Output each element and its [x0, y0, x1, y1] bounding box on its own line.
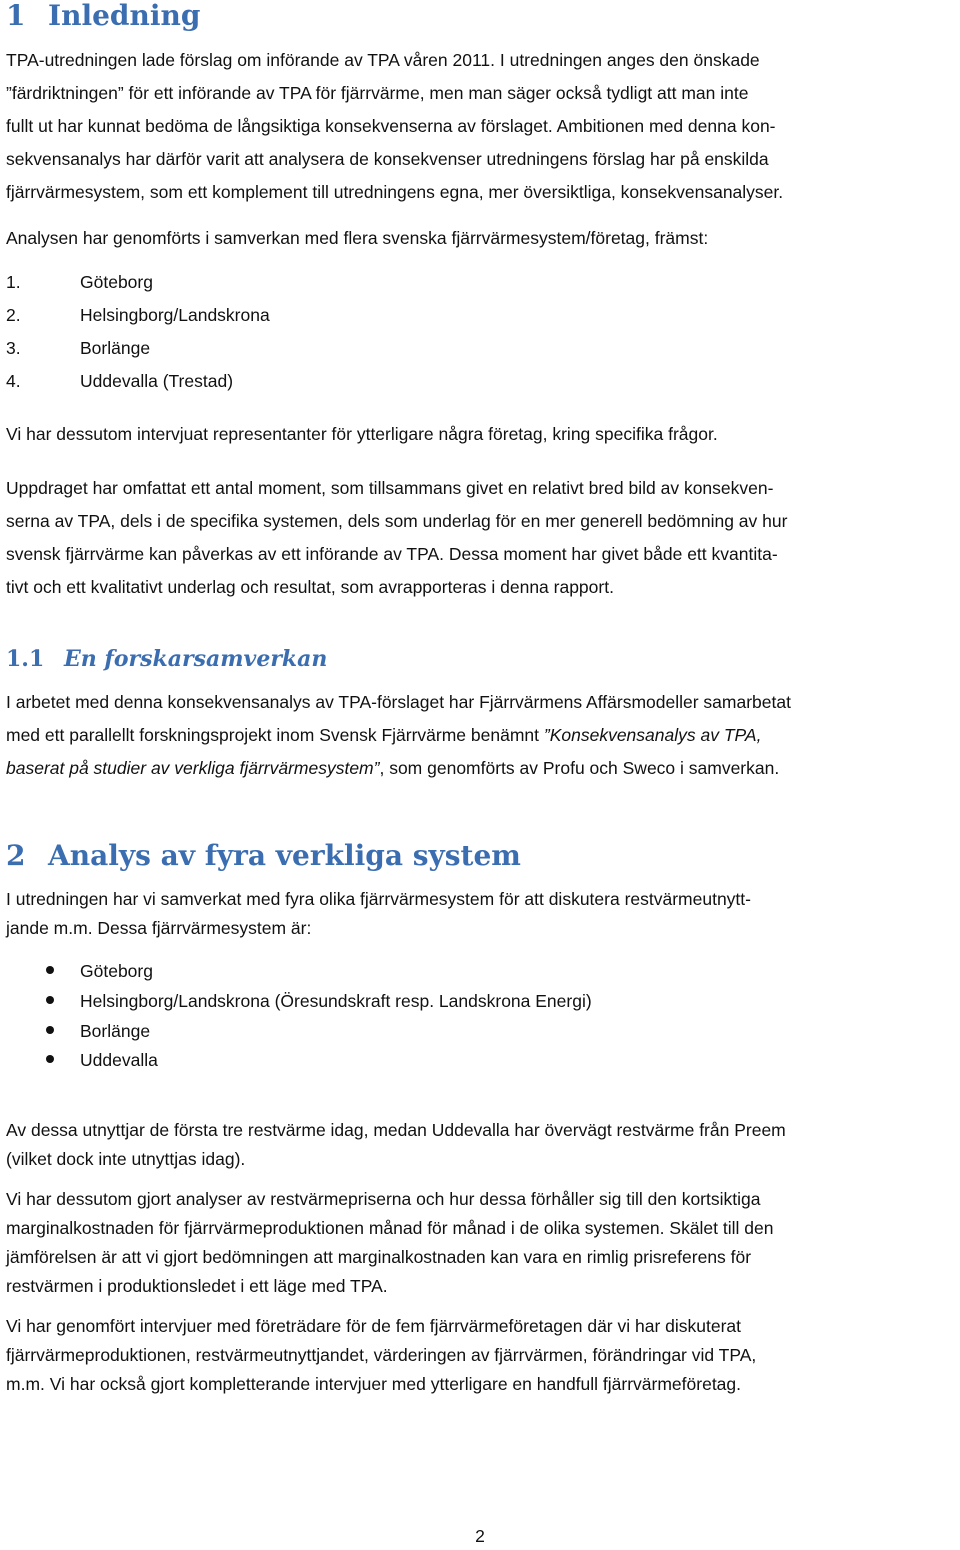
section-1-title: Inledning — [48, 0, 201, 32]
paragraph-line: I arbetet med denna konsekvensanalys av TPA-förslaget har Fjärrvärmens Affärsmodeller samarbetat — [6, 692, 791, 712]
bullet-list-item — [6, 989, 592, 1013]
project-title-italic: ”Konsekvensanalys av TPA, — [543, 725, 762, 745]
section-1-1-paragraph — [6, 686, 791, 785]
section-1-1-heading — [6, 646, 327, 672]
paragraph-line: Uppdraget har omfattat ett antal moment, som tillsammans givet en relativt bred bild av konsekven- — [6, 478, 774, 498]
bullet-icon — [46, 996, 54, 1004]
bullet-icon — [46, 1026, 54, 1034]
page-number: 2 — [475, 1526, 485, 1546]
paragraph-line: med ett parallellt forskningsprojekt inom Svensk Fjärrvärme benämnt ”Konsekvensanalys av TPA, — [6, 725, 762, 745]
list-item-text: Göteborg — [80, 272, 153, 292]
bullet-list-item — [6, 959, 153, 983]
list-marker: 4. — [6, 371, 21, 391]
paragraph-line: svensk fjärrvärme kan påverkas av ett införande av TPA. Dessa moment har givet både ett kvantita- — [6, 544, 778, 564]
paragraph-line: ”färdriktningen” för ett införande av TPA för fjärrvärme, men man säger också tydligt att man inte — [6, 83, 749, 103]
list-marker: 2. — [6, 305, 21, 325]
section-1-paragraph-3: Vi har dessutom intervjuat representanter för ytterligare några företag, kring specifika frågor. — [6, 424, 718, 444]
section-1-number: 1 — [6, 0, 26, 32]
section-2-paragraph-3 — [6, 1312, 756, 1399]
paragraph-line: sekvensanalys har därför varit att analysera de konsekvenser utredningens förslag har på enskilda — [6, 149, 769, 169]
section-2-paragraph-1 — [6, 1116, 786, 1174]
paragraph-line: TPA-utredningen lade förslag om införande av TPA våren 2011. I utredningen anges den önskade — [6, 50, 760, 70]
list-marker: 1. — [6, 272, 21, 292]
paragraph-line: tivt och ett kvalitativt underlag och resultat, som avrapporteras i denna rapport. — [6, 577, 614, 597]
section-2-paragraph-2 — [6, 1185, 773, 1301]
paragraph-line: m.m. Vi har också gjort kompletterande intervjuer med ytterligare en handfull fjärrvärmeföretag. — [6, 1374, 742, 1394]
bullet-list-item — [6, 1019, 150, 1043]
paragraph-line: restvärmen i produktionsledet i ett läge med TPA. — [6, 1276, 388, 1296]
section-2-title: Analys av fyra verkliga system — [48, 839, 521, 872]
numbered-list-item — [6, 303, 270, 327]
paragraph-line: marginalkostnaden för fjärrvärmeproduktionen månad för månad i de olika systemen. Skälet till den — [6, 1218, 774, 1238]
paragraph-line: Av dessa utnyttjar de första tre restvärme idag, medan Uddevalla har övervägt restvärme från Preem — [6, 1120, 786, 1140]
paragraph-line: jande m.m. Dessa fjärrvärmesystem är: — [6, 918, 312, 938]
paragraph-line: jämförelsen är att vi gjort bedömningen att marginalkostnaden kan vara en rimlig prisreferens för — [6, 1247, 752, 1267]
bullet-list-item — [6, 1048, 158, 1072]
paragraph-line: serna av TPA, dels i de specifika systemen, dels som underlag för en mer generell bedömning av hur — [6, 511, 788, 531]
list-item-text: Uddevalla (Trestad) — [80, 371, 234, 391]
numbered-list-item — [6, 336, 150, 360]
section-1-paragraph-2: Analysen har genomförts i samverkan med flera svenska fjärrvärmesystem/företag, främst: — [6, 228, 709, 248]
bullet-icon — [46, 966, 54, 974]
paragraph-line: Vi har dessutom gjort analyser av restvärmepriserna och hur dessa förhåller sig till den kortsiktiga — [6, 1189, 761, 1209]
section-2-intro — [6, 885, 751, 943]
section-1-heading — [6, 0, 200, 32]
paragraph-line: fjärrvärmesystem, som ett komplement till utredningens egna, mer översiktliga, konsekvensanalyser. — [6, 182, 784, 202]
section-2-heading — [6, 840, 521, 872]
list-item-text: Borlänge — [80, 338, 151, 358]
list-item-text: Helsingborg/Landskrona (Öresundskraft resp. Landskrona Energi) — [80, 991, 592, 1011]
paragraph-line: (vilket dock inte utnyttjas idag). — [6, 1149, 246, 1169]
section-2-number: 2 — [6, 839, 26, 872]
numbered-list-item — [6, 270, 153, 294]
list-marker: 3. — [6, 338, 21, 358]
project-title-italic: baserat på studier av verkliga fjärrvärmesystem” — [6, 758, 380, 778]
paragraph-line: baserat på studier av verkliga fjärrvärmesystem”, som genomförts av Profu och Sweco i samverkan. — [6, 758, 780, 778]
bullet-icon — [46, 1055, 54, 1063]
section-1-1-number: 1.1 — [6, 646, 45, 672]
list-item-text: Göteborg — [80, 961, 153, 981]
section-1-1-title: En forskarsamverkan — [64, 646, 328, 672]
list-item-text: Helsingborg/Landskrona — [80, 305, 270, 325]
paragraph-line: fjärrvärmeproduktionen, restvärmeutnyttjandet, värderingen av fjärrvärmen, förändringar vid TPA, — [6, 1345, 757, 1365]
paragraph-line: fullt ut har kunnat bedöma de långsiktiga konsekvenserna av förslaget. Ambitionen med denna kon- — [6, 116, 776, 136]
list-item-text: Uddevalla — [80, 1050, 158, 1070]
paragraph-line: Vi har genomfört intervjuer med företrädare för de fem fjärrvärmeföretagen där vi har diskuterat — [6, 1316, 742, 1336]
section-1-paragraph-4 — [6, 472, 787, 604]
section-1-paragraph-1 — [6, 44, 783, 209]
numbered-list-item — [6, 369, 233, 393]
paragraph-line: I utredningen har vi samverkat med fyra olika fjärrvärmesystem för att diskutera restvärmeutnytt- — [6, 889, 751, 909]
list-item-text: Borlänge — [80, 1021, 151, 1041]
